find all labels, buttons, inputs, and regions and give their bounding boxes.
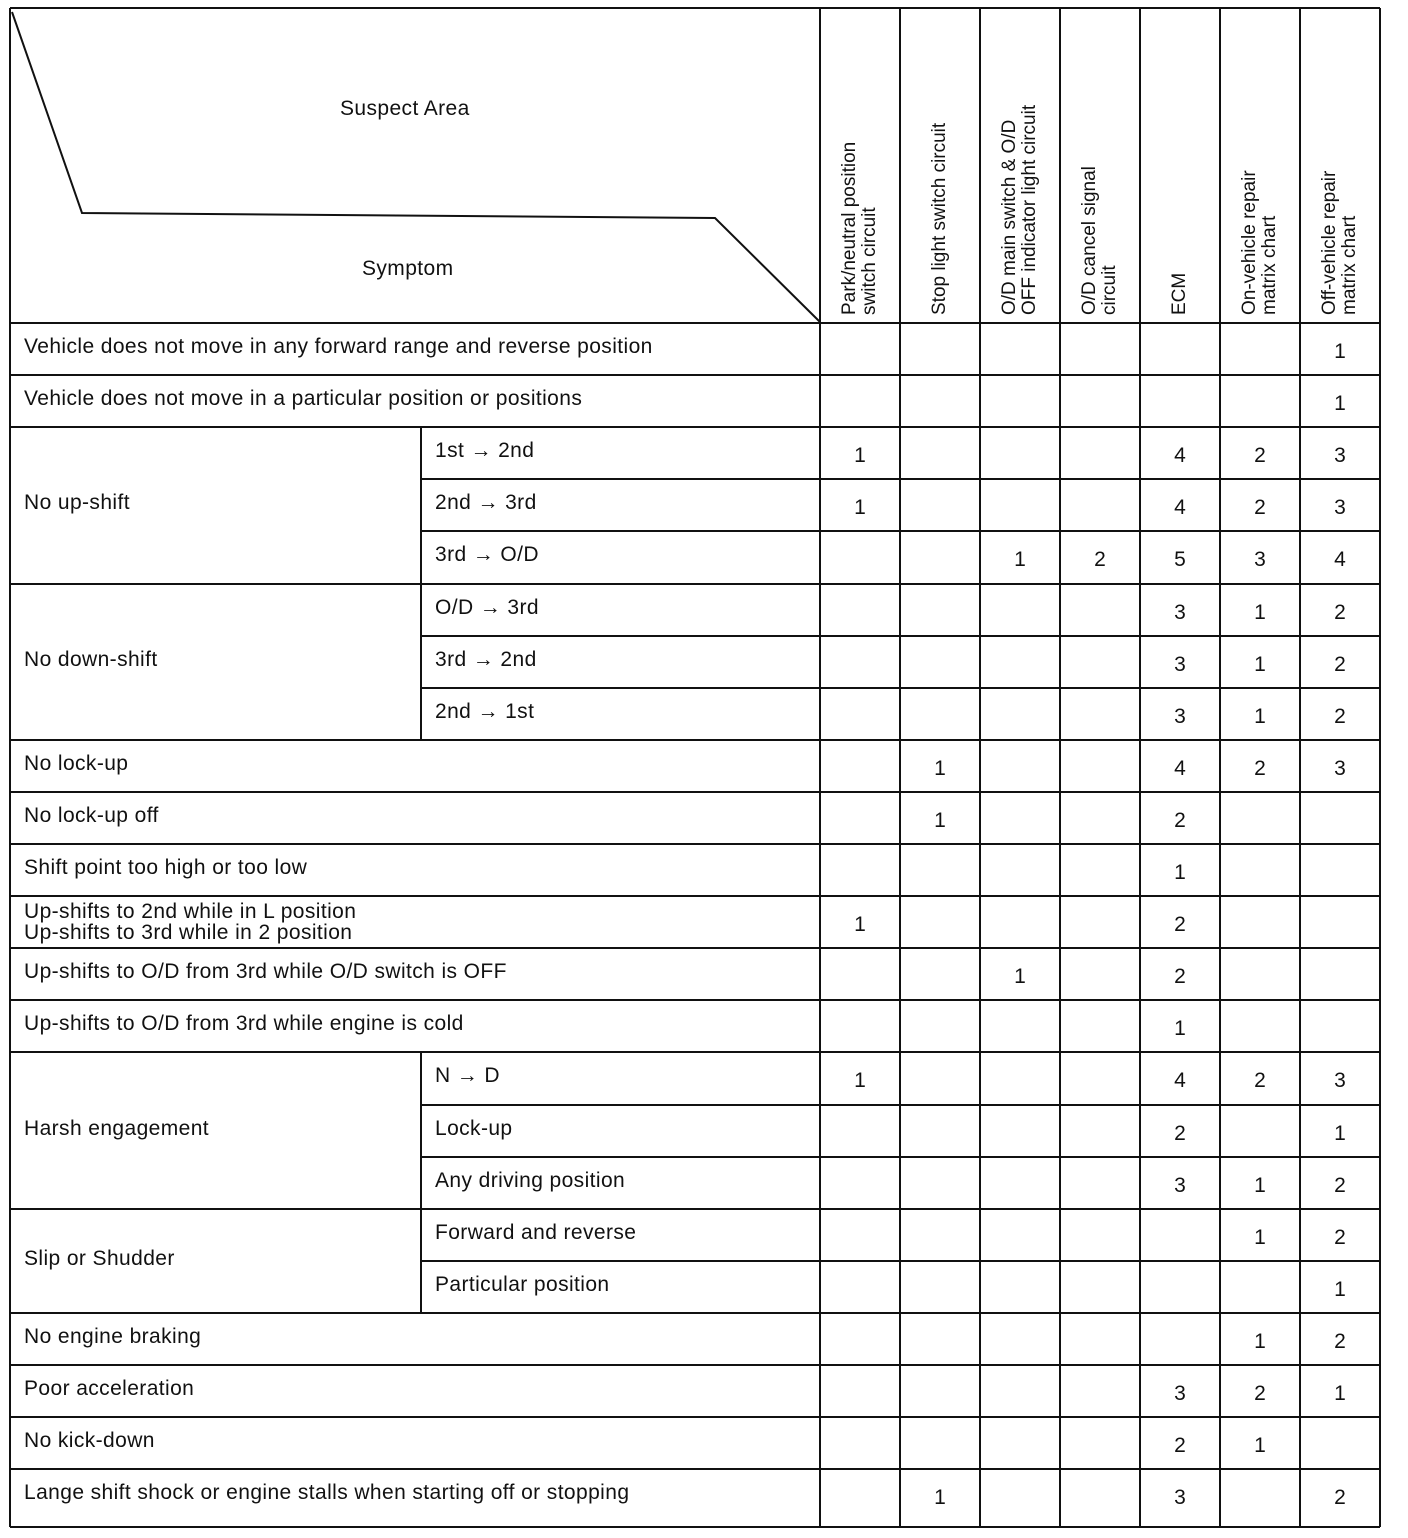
sub-symptom-label: Lock-up [435,1116,513,1140]
symptom-label [24,1013,464,1035]
grid-line-horizontal [10,1364,1380,1366]
matrix-value: 2 [1334,1329,1346,1353]
suspect-area-label: Suspect Area [340,97,470,120]
matrix-value: 1 [854,444,866,468]
sub-symptom-label: Forward and reverse [435,1220,637,1244]
matrix-value: 2 [1254,1382,1266,1405]
symptom-label-line: No lock-up off [24,803,159,827]
matrix-value: 4 [1174,496,1186,520]
matrix-value: 3 [1174,600,1186,624]
grid-line-horizontal [10,1208,1380,1210]
grid-line-horizontal [10,947,1380,949]
grid-line-vertical [420,584,422,740]
matrix-value: 2 [1334,1225,1346,1249]
sub-symptom-label: 3rd → 2nd [435,647,537,671]
grid-line-vertical [1059,8,1061,1527]
sub-symptom-label: 1st → 2nd [435,439,535,463]
symptom-label [24,1430,155,1452]
matrix-value: 3 [1174,1382,1186,1405]
column-header-line: matrix chart [1339,215,1360,315]
column-header-line: O/D main switch & O/D [999,119,1020,315]
sub-symptom-label: 3rd → O/D [435,543,539,567]
column-header [1240,170,1280,315]
grid-line-horizontal [10,895,1380,897]
sub-symptom-label: 2nd → 3rd [435,491,537,515]
grid-line-horizontal [421,635,1380,637]
column-header [930,123,950,315]
grid-line-horizontal [10,374,1380,376]
column-header [840,142,880,315]
sub-symptom-label: O/D → 3rd [435,595,539,619]
matrix-value: 5 [1174,548,1186,572]
grid-line-horizontal [10,791,1380,793]
symptom-label-line: Slip or Shudder [24,1246,175,1270]
matrix-value: 2 [1254,1069,1266,1093]
grid-line-horizontal [10,7,1380,9]
matrix-value: 1 [1174,861,1186,884]
grid-line-horizontal [10,1526,1380,1528]
matrix-value: 1 [934,756,946,780]
symptom-label [24,901,356,943]
matrix-value: 2 [1254,756,1266,780]
symptom-label [24,1248,175,1270]
grid-line-horizontal [10,1051,1380,1053]
grid-line-horizontal [421,687,1380,689]
matrix-value: 1 [1334,392,1346,416]
grid-line-horizontal [10,426,1380,428]
matrix-value: 1 [854,496,866,520]
matrix-value: 1 [934,808,946,832]
symptom-label [24,857,307,879]
grid-line-vertical [9,8,11,1527]
matrix-value: 4 [1174,444,1186,468]
grid-line-horizontal [10,583,1380,585]
symptom-label [24,753,128,775]
matrix-value: 1 [1334,1277,1346,1301]
matrix-value: 2 [1334,1486,1346,1510]
column-header [1170,273,1190,315]
symptom-label-line: Up-shifts to O/D from 3rd while engine is cold [24,1012,464,1036]
matrix-value: 2 [1254,496,1266,520]
symptom-label-line: Up-shifts to 3rd while in 2 position [24,921,353,945]
matrix-value: 4 [1174,1069,1186,1093]
symptom-label-line: No up-shift [24,491,130,515]
grid-line-horizontal [10,1416,1380,1418]
matrix-value: 1 [1174,1017,1186,1041]
symptom-label-line: No down-shift [24,647,158,671]
matrix-value: 2 [1174,808,1186,832]
symptom-label [24,1378,194,1400]
matrix-value: 3 [1254,548,1266,572]
matrix-value: 2 [1334,1173,1346,1197]
matrix-value: 2 [1174,1434,1186,1458]
symptom-label [24,388,582,410]
symptom-label: Symptom [362,257,454,280]
column-header [1000,105,1040,315]
sub-symptom-label: Any driving position [435,1168,626,1192]
grid-line-horizontal [10,1468,1380,1470]
sub-symptom-label: 2nd → 1st [435,699,535,723]
symptom-label [24,649,158,671]
column-header-line: matrix chart [1259,215,1280,315]
symptom-label [24,336,653,358]
matrix-value: 3 [1174,652,1186,676]
matrix-value: 2 [1334,652,1346,676]
symptom-label [24,1482,629,1504]
column-header [1320,171,1360,315]
matrix-value: 1 [1254,1434,1266,1458]
grid-line-vertical [1379,8,1381,1527]
matrix-value: 1 [1014,548,1026,572]
grid-line-horizontal [421,1156,1380,1158]
grid-line-vertical [819,8,821,1527]
column-header-line: switch circuit [859,207,880,315]
symptom-label-line: Vehicle does not move in any forward range and reverse position [24,335,653,359]
matrix-value: 4 [1334,548,1346,572]
symptom-label-line: Up-shifts to O/D from 3rd while O/D switch is OFF [24,960,507,984]
sub-symptom-label: N → D [435,1064,500,1088]
symptom-label [24,1118,209,1140]
matrix-value: 2 [1334,600,1346,624]
symptom-label [24,805,159,827]
symptom-label [24,1326,201,1348]
symptom-label-line: No engine braking [24,1324,202,1348]
matrix-value: 3 [1174,704,1186,728]
matrix-value: 1 [1254,600,1266,624]
column-header-line: O/D cancel signal [1079,166,1100,315]
matrix-value: 1 [1254,652,1266,676]
grid-line-horizontal [10,1312,1380,1314]
symptom-label [24,961,507,983]
matrix-value: 2 [1094,548,1106,572]
matrix-value: 2 [1254,444,1266,468]
symptom-label-line: Harsh engagement [24,1116,210,1140]
matrix-value: 1 [1254,1329,1266,1353]
matrix-value: 1 [1334,1121,1346,1145]
grid-line-vertical [420,427,422,583]
column-header-line: On-vehicle repair [1239,170,1260,315]
matrix-value: 2 [1174,1121,1186,1145]
column-header-line: ECM [1169,272,1190,315]
column-header-line: circuit [1099,265,1120,315]
grid-line-horizontal [10,999,1380,1001]
matrix-value: 3 [1334,756,1346,780]
matrix-value: 2 [1174,965,1186,989]
matrix-value: 2 [1174,913,1186,937]
grid-line-horizontal [421,478,1380,480]
matrix-value: 1 [1254,1173,1266,1197]
grid-line-horizontal [421,530,1380,532]
sub-symptom-label: Particular position [435,1272,610,1296]
matrix-value: 4 [1174,756,1186,780]
grid-line-horizontal [421,1104,1380,1106]
column-header-line: Stop light switch circuit [929,122,950,315]
symptom-label-line: No kick-down [24,1429,155,1453]
matrix-value: 1 [1334,1382,1346,1405]
matrix-value: 1 [1254,1225,1266,1249]
matrix-value: 3 [1174,1173,1186,1197]
grid-line-vertical [420,1052,422,1208]
symptom-label-line: Up-shifts to 2nd while in L position [24,900,357,924]
matrix-value: 1 [1254,704,1266,728]
column-header-line: Off-vehicle repair [1319,170,1340,315]
symptom-label-line: Vehicle does not move in a particular position or positions [24,387,583,411]
symptom-label-line: No lock-up [24,751,129,775]
column-header [1080,166,1120,315]
matrix-value: 3 [1334,496,1346,520]
column-header-line: OFF indicator light circuit [1019,104,1040,315]
symptom-label-line: Shift point too high or too low [24,856,308,880]
matrix-value: 1 [934,1486,946,1510]
matrix-value: 1 [1334,340,1346,363]
matrix-value: 3 [1174,1486,1186,1510]
grid-line-horizontal [10,739,1380,741]
grid-line-horizontal [10,322,1380,324]
matrix-value: 2 [1334,704,1346,728]
grid-line-horizontal [10,843,1380,845]
matrix-value: 3 [1334,1069,1346,1093]
grid-line-horizontal [421,1260,1380,1262]
matrix-value: 1 [1014,965,1026,989]
symptom-label-line: Poor acceleration [24,1377,195,1401]
matrix-value: 1 [854,913,866,937]
matrix-value: 1 [854,1069,866,1093]
symptom-label [24,492,130,514]
column-header-line: Park/neutral position [839,141,860,315]
grid-line-vertical [979,8,981,1527]
matrix-value: 3 [1334,444,1346,468]
symptom-label-line: Lange shift shock or engine stalls when starting off or stopping [24,1481,630,1505]
